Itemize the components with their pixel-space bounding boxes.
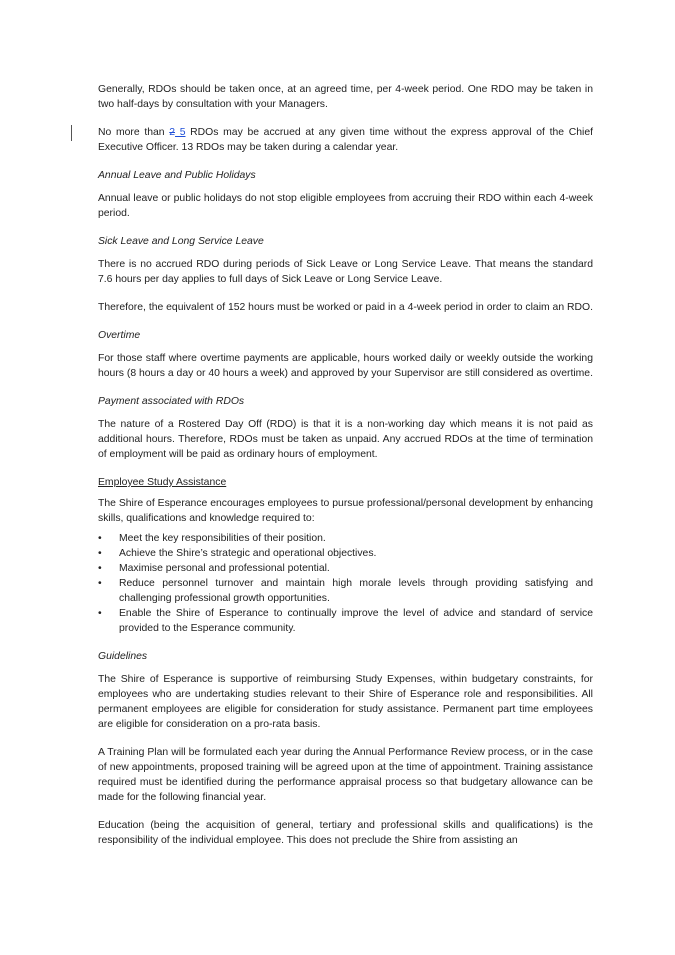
study-assistance-heading: Employee Study Assistance bbox=[98, 477, 227, 488]
guidelines-paragraph-1: The Shire of Esperance is supportive of reimbursing Study Expenses, within budgetary constraints, for employees who are undertaking studies relevant to their Shire of Esperance role and responsibilities. All permanent employees are eligible for consideration for study assistance. Permanent part time employees are eligible for consideration on a pro-rata basis. bbox=[98, 674, 593, 730]
annual-leave-heading: Annual Leave and Public Holidays bbox=[98, 170, 256, 181]
document-page bbox=[98, 82, 593, 861]
list-item: • Achieve the Shire’s strategic and operational objectives. bbox=[98, 548, 377, 559]
guidelines-paragraph-3: Education (being the acquisition of general, tertiary and professional skills and qualifications) is the responsibility of the individual employee. This does not preclude the Shire from assisting an bbox=[98, 820, 593, 846]
bullet-icon: • bbox=[98, 533, 102, 544]
payment-paragraph: The nature of a Rostered Day Off (RDO) is that it is a non-working day which means it is not paid as additional hours. Therefore, RDOs must be taken as unpaid. Any accrued RDOs at the time of termination of employment will be paid as ordinary hours of employment. bbox=[98, 419, 593, 460]
guidelines-heading: Guidelines bbox=[98, 651, 148, 662]
study-objectives-list bbox=[98, 531, 593, 636]
rdo-accrual-paragraph bbox=[98, 125, 593, 155]
list-item: • Maximise personal and professional potential. bbox=[98, 563, 330, 574]
sick-leave-heading: Sick Leave and Long Service Leave bbox=[98, 236, 264, 247]
study-assistance-paragraph: The Shire of Esperance encourages employees to pursue professional/personal development by enhancing skills, qualifications and knowledge required to: bbox=[98, 498, 593, 524]
sick-leave-paragraph-2: Therefore, the equivalent of 152 hours must be worked or paid in a 4-week period in order to claim an RDO. bbox=[98, 302, 593, 313]
tracked-insertion[interactable]: 5 bbox=[175, 127, 186, 138]
payment-heading: Payment associated with RDOs bbox=[98, 396, 245, 407]
rdo-general-paragraph: Generally, RDOs should be taken once, at an agreed time, per 4-week period. One RDO may be taken in two half-days by consultation with your Managers. bbox=[98, 84, 593, 110]
bullet-icon: • bbox=[98, 608, 102, 619]
accrual-text-before: No more than bbox=[98, 127, 170, 138]
annual-leave-paragraph: Annual leave or public holidays do not stop eligible employees from accruing their RDO within each 4-week period. bbox=[98, 193, 593, 219]
list-item: • Enable the Shire of Esperance to continually improve the level of advice and standard of service provided to the Esperance community. bbox=[98, 608, 593, 634]
overtime-paragraph: For those staff where overtime payments are applicable, hours worked daily or weekly outside the working hours (8 hours a day or 40 hours a week) and approved by your Supervisor are still considered as overtime. bbox=[98, 353, 593, 379]
list-item: • Reduce personnel turnover and maintain high morale levels through providing satisfying and challenging professional growth opportunities. bbox=[98, 578, 593, 604]
overtime-heading: Overtime bbox=[98, 330, 141, 341]
bullet-icon: • bbox=[98, 578, 102, 589]
guidelines-paragraph-2: A Training Plan will be formulated each year during the Annual Performance Review process, or in the case of new appointments, proposed training will be agreed upon at the time of appointment. Training assistance required must be identified during the performance appraisal process so that budgetary allowance can be made for the following financial year. bbox=[98, 747, 593, 803]
accrual-text-after: RDOs may be accrued at any given time without the express approval of the Chief Executive Officer. 13 RDOs may be taken during a calendar year. bbox=[98, 127, 594, 153]
list-item: • Meet the key responsibilities of their position. bbox=[98, 533, 326, 544]
bullet-icon: • bbox=[98, 548, 102, 559]
sick-leave-paragraph-1: There is no accrued RDO during periods of Sick Leave or Long Service Leave. That means the standard 7.6 hours per day applies to full days of Sick Leave or Long Service Leave. bbox=[98, 259, 593, 285]
tracked-change-bar bbox=[71, 125, 72, 141]
tracked-deletion[interactable]: 2 bbox=[169, 127, 176, 138]
bullet-icon: • bbox=[98, 563, 102, 574]
